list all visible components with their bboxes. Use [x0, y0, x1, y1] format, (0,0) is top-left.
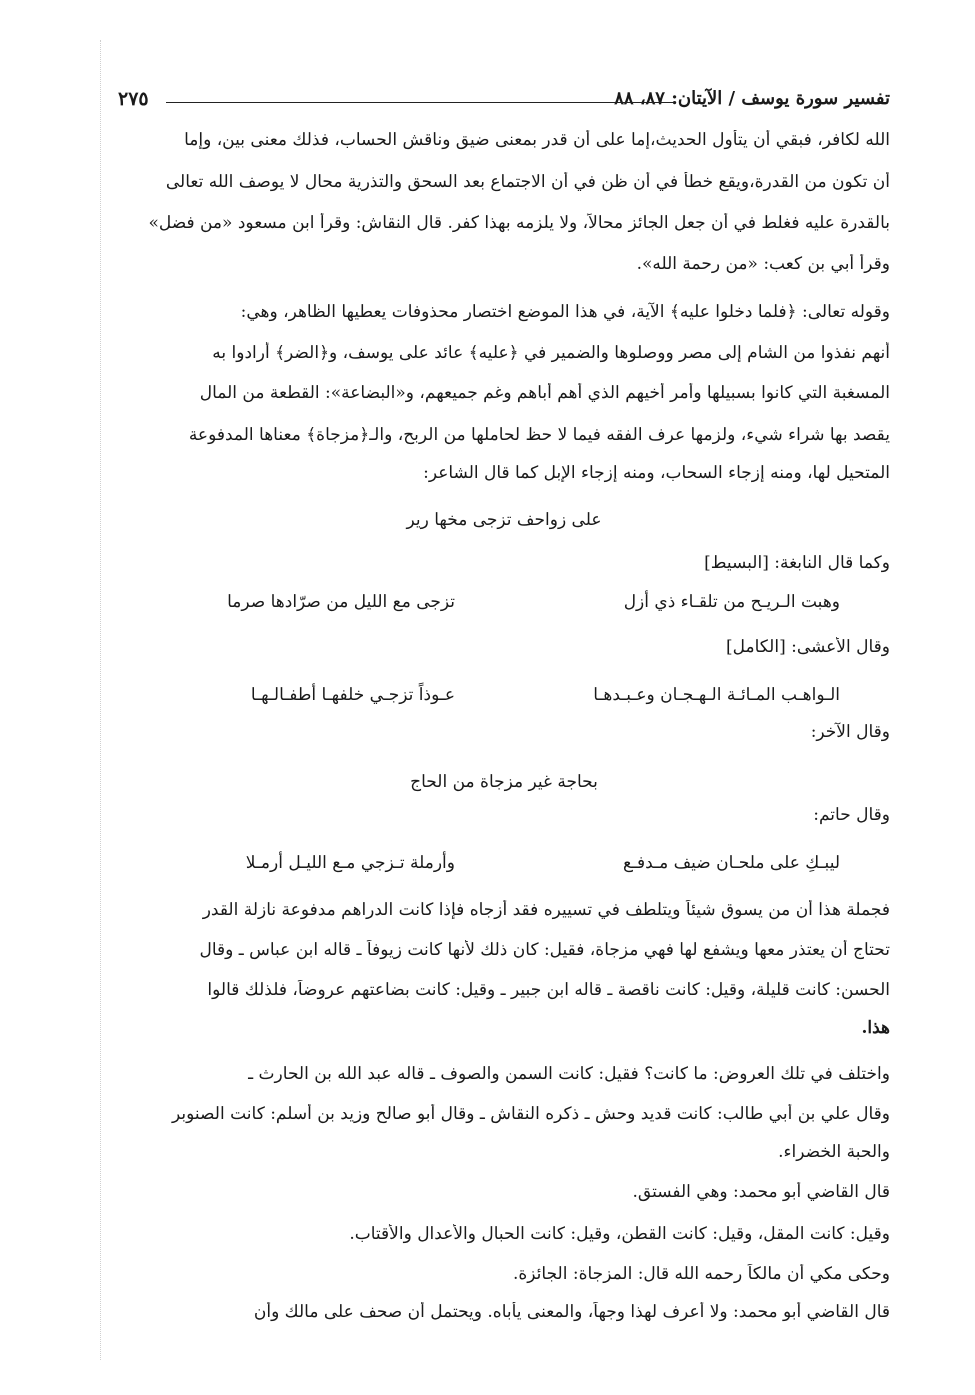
verse-hemistich: تزجى مع الليل من صرّادها صرما: [227, 592, 455, 612]
text-line: وقرأ أبي بن كعب: «من رحمة الله».: [636, 254, 890, 274]
text-line: قال القاضي أبو محمد: وهي الفستق.: [632, 1182, 890, 1202]
verse-line: على زواحف تزجى مخها رير: [406, 510, 602, 530]
text-line: والحبة الخضراء.: [778, 1142, 890, 1162]
text-line: أن تكون من القدرة،ويقع خطأً في أن ظن في أن الاجتماع بعد السحق والتذرية محال لا يوصف الله تعالى: [165, 172, 890, 192]
text-line: وحكى مكي أن مالكاً رحمه الله قال: المزجاة: الجائزة.: [512, 1264, 890, 1284]
text-line: وقيل: كانت المقل، وقيل: كانت القطن، وقيل: كانت الحبال والأعدال والأقتاب.: [349, 1224, 890, 1244]
gutter-marks: [100, 40, 101, 1360]
text-line: وقال علي بن أبي طالب: كانت قديد وحش ـ ذكره النقاش ـ وقال أبو صالح وزيد بن أسلم: كانت الصنوبر: [172, 1104, 890, 1124]
header-rule: [166, 102, 675, 103]
verse-line: بحاجة غير مزجاة من الحاج: [410, 772, 598, 792]
text-line: أنهم نفذوا من الشام إلى مصر ووصلوها والضمير في ﴿عليه﴾ عائد على يوسف، و﴿الضر﴾ أرادوا به: [212, 343, 890, 363]
text-line: المسغبة التي كانوا بسبيلها وأمر أخيهم الذي أهم أباهم وغم جميعهم، و«البضاعة»: القطعة من المال: [199, 383, 890, 403]
running-title: تفسير سورة يوسف / الآيتان: ٨٧، ٨٨: [614, 88, 890, 109]
verse-hemistich: وأرملة تـزجي مـع الليـل أرمـلا: [245, 853, 455, 873]
text-line: هذا.: [861, 1018, 890, 1038]
verse-hemistich: ليبـكِ على ملحـان ضيف مـدفـع: [623, 853, 840, 873]
text-line: وقال الأعشى: [الكامل]: [725, 637, 890, 657]
page-header: [118, 86, 890, 116]
text-line: وقوله تعالى: ﴿فلما دخلوا عليه﴾ الآية، في هذا الموضع اختصار محذوفات يعطيها الظاهر، وهي:: [240, 302, 890, 322]
text-line: وكما قال النابغة: [البسيط]: [704, 553, 890, 573]
text-line: المتحيل لها، ومنه إزجاء السحاب، ومنه إزجاء الإبل كما قال الشاعر:: [423, 463, 890, 483]
page-number: ٢٧٥: [118, 88, 149, 110]
text-line: وقال حاتم:: [813, 805, 890, 825]
verse-hemistich: وهبت الـريـح من تلقـاء ذي أزل: [623, 592, 840, 612]
text-line: يقصد بها شراء شيء، ولزمها عرف الفقه فيما لا حظ لحاملها من الربح، والـ﴿مزجاة﴾ معناها المدفوعة: [188, 425, 890, 445]
text-line: الله لكافر، فبقي أن يتأول الحديث،إما على أن قدر بمعنى ضيق وناقش الحساب، فذلك معنى بين، وإما: [184, 130, 890, 150]
text-line: قال القاضي أبو محمد: ولا أعرف لهذا وجهاً، والمعنى يأباه. ويحتمل أن صحف على مالك وأن: [253, 1302, 890, 1322]
text-line: وقال الآخر:: [810, 722, 890, 742]
verse-hemistich: عـوذاً تزجـي خلفهـا أطفـالـهـا: [250, 685, 455, 705]
verse-hemistich: الـواهـب المـائـة الـهـجـان وعـبـدهـا: [593, 685, 840, 705]
text-line: بالقدرة عليه فغلط في أن جعل الجائز محالاً، ولا يلزمه بهذا كفر. قال النقاش: وقرأ ابن مسعود «من فضل»: [148, 213, 890, 233]
text-line: الحسن: كانت قليلة، وقيل: كانت ناقصة ـ قاله ابن جبير ـ وقيل: كانت بضاعتهم عروضاً، فلذلك قالوا: [207, 980, 890, 1000]
text-line: فجملة هذا أن من يسوق شيئاً ويتلطف في تسييره فقد أزجاه فإذا كانت الدراهم مدفوعة نازلة القدر: [202, 900, 890, 920]
text-line: واختلف في تلك العروض: ما كانت؟ فقيل: كانت السمن والصوف ـ قاله عبد الله بن الحارث ـ: [248, 1064, 890, 1084]
text-line: تحتاج أن يعتذر معها ويشفع لها فهي مزجاة، فقيل: كان ذلك لأنها كانت زيوفاً ـ قاله ابن عباس ـ وقال: [199, 940, 890, 960]
